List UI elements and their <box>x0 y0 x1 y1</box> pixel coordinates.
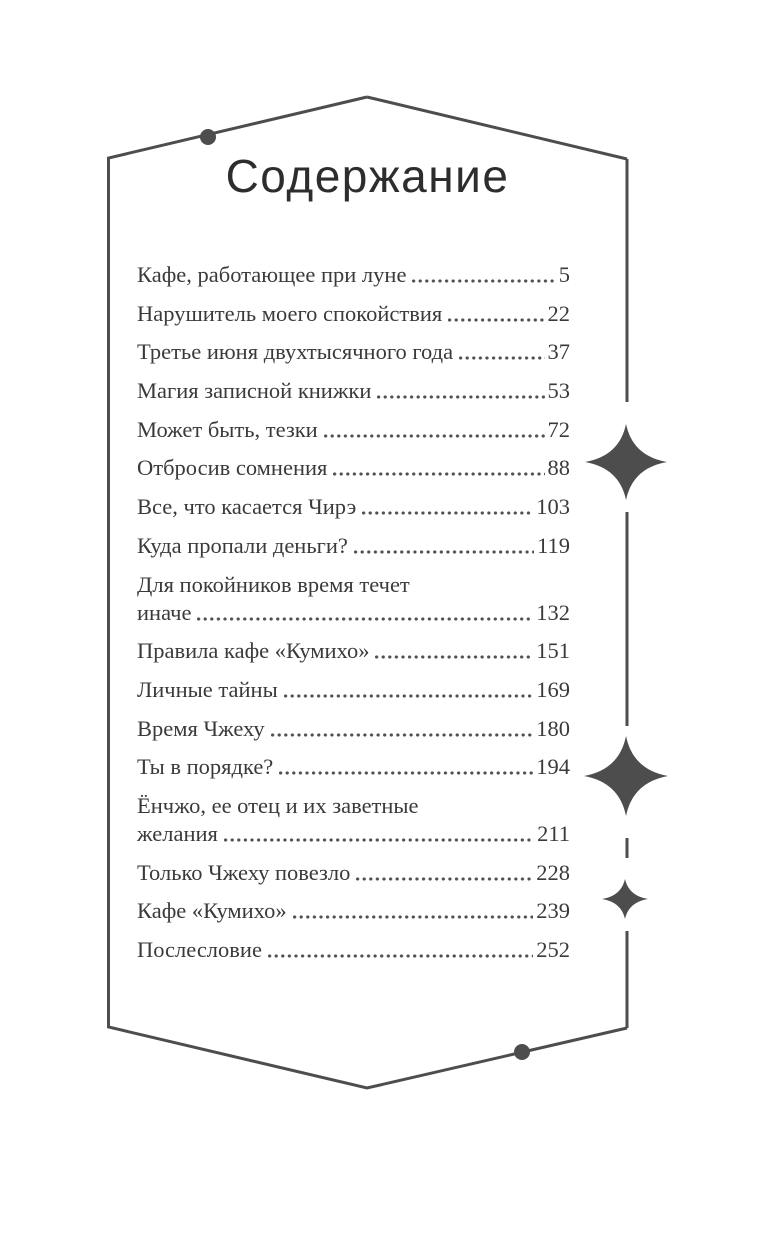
frame-dot-bottom-right <box>514 1044 530 1060</box>
sparkle-icon-small <box>602 879 648 919</box>
toc-entry-page: 180 <box>536 715 570 741</box>
toc-entry <box>137 416 570 444</box>
toc-entry <box>137 753 570 781</box>
toc-entry <box>137 300 570 328</box>
dot-leader <box>448 318 544 322</box>
dot-leader <box>377 395 544 399</box>
toc-entry <box>137 792 570 848</box>
toc-entry <box>137 493 570 521</box>
dot-leader <box>459 356 544 360</box>
toc-entry-row <box>137 897 570 925</box>
dot-leader <box>268 954 533 958</box>
toc-entry <box>137 897 570 925</box>
toc-entry-page: 53 <box>547 378 570 404</box>
dot-leader <box>293 915 534 919</box>
dot-leader <box>354 550 534 554</box>
toc-entry-row <box>137 859 570 887</box>
toc-entry <box>137 637 570 665</box>
toc-entry-page: 88 <box>547 455 570 481</box>
toc-entry-title: Нарушитель моего спокойствия <box>137 300 443 326</box>
toc-entry-page: 5 <box>558 262 570 287</box>
dot-leader <box>324 434 545 438</box>
toc-entry-title: Может быть, тезки <box>137 416 318 442</box>
toc-entry <box>137 261 570 289</box>
toc-entry-row <box>137 377 570 405</box>
toc-entry-title: Личные тайны <box>137 676 278 702</box>
toc-entry <box>137 454 570 482</box>
toc-entry-page: 72 <box>547 416 570 442</box>
dot-leader <box>375 655 533 659</box>
toc-entry-page: 252 <box>536 937 570 962</box>
toc-entry-title: Отбросив сомнения <box>137 455 328 481</box>
toc-entry-page: 228 <box>536 859 570 885</box>
toc-entry-title: Только Чжеху повезло <box>137 859 351 885</box>
toc-entry-page: 103 <box>536 494 570 520</box>
toc-entry-page: 132 <box>536 599 570 625</box>
sparkle-icon-large-2 <box>584 736 668 816</box>
toc-entry-row <box>137 599 570 627</box>
dot-leader <box>279 771 533 775</box>
toc-entry-title: Правила кафе «Кумихо» <box>137 638 370 664</box>
toc-entry <box>137 377 570 405</box>
toc-entry-row <box>137 637 570 665</box>
toc-entry-title: Все, что касается Чирэ <box>137 494 357 520</box>
toc-entry-title: Кафе, работающее при луне <box>137 262 407 287</box>
toc-entry-title: Кафе «Кумихо» <box>137 898 287 924</box>
toc-entry-row <box>137 676 570 704</box>
toc-entry-page: 37 <box>547 339 570 365</box>
sparkle-icon-large-1 <box>585 424 667 500</box>
toc-entry <box>137 571 570 627</box>
toc-entry <box>137 338 570 366</box>
dot-leader <box>271 733 534 737</box>
frame-dot-top-left <box>200 129 216 145</box>
toc-entry-page: 211 <box>537 820 570 846</box>
toc-entry-row <box>137 300 570 328</box>
toc-entry-row <box>137 493 570 521</box>
toc-entry-title: Послесловие <box>137 937 262 962</box>
toc-entry-row <box>137 338 570 366</box>
toc-entry-page: 239 <box>536 898 570 924</box>
toc-entry-title: Третье июня двухтысячного года <box>137 339 454 365</box>
toc-entry <box>137 676 570 704</box>
toc-entry-row <box>137 454 570 482</box>
toc-list <box>137 261 570 975</box>
toc-entry-page: 119 <box>537 532 570 558</box>
toc-entry-title: Магия записной книжки <box>137 378 372 404</box>
toc-entry-title: Куда пропали деньги? <box>137 532 348 558</box>
dot-leader <box>284 694 534 698</box>
toc-entry-row <box>137 753 570 781</box>
toc-entry-row <box>137 416 570 444</box>
toc-entry-page: 194 <box>536 754 570 780</box>
dot-leader <box>356 877 533 881</box>
dot-leader <box>412 279 555 283</box>
toc-entry <box>137 859 570 887</box>
toc-entry-title: Время Чжеху <box>137 715 265 741</box>
toc-entry <box>137 532 570 560</box>
toc-entry-title-line: Для покойников время течет <box>137 571 410 597</box>
toc-entry-title-line: Ёнчжо, ее отец и их заветные <box>137 792 419 818</box>
dot-leader <box>197 617 533 621</box>
toc-entry-row <box>137 532 570 560</box>
toc-entry-row <box>137 261 570 289</box>
toc-entry-page: 169 <box>536 676 570 702</box>
toc-entry <box>137 936 570 964</box>
toc-entry-row <box>137 936 570 964</box>
toc-entry-title: Ты в порядке? <box>137 754 274 780</box>
toc-entry-page: 22 <box>547 300 570 326</box>
toc-entry-page: 151 <box>536 638 570 664</box>
toc-entry-title: иначе <box>137 599 192 625</box>
dot-leader <box>362 511 533 515</box>
dot-leader <box>333 472 544 476</box>
toc-entry-title: желания <box>137 820 218 846</box>
toc-entry-row <box>137 715 570 743</box>
toc-entry <box>137 715 570 743</box>
dot-leader <box>224 838 534 842</box>
page-title: Содержание <box>225 150 510 202</box>
toc-entry-row <box>137 820 570 848</box>
